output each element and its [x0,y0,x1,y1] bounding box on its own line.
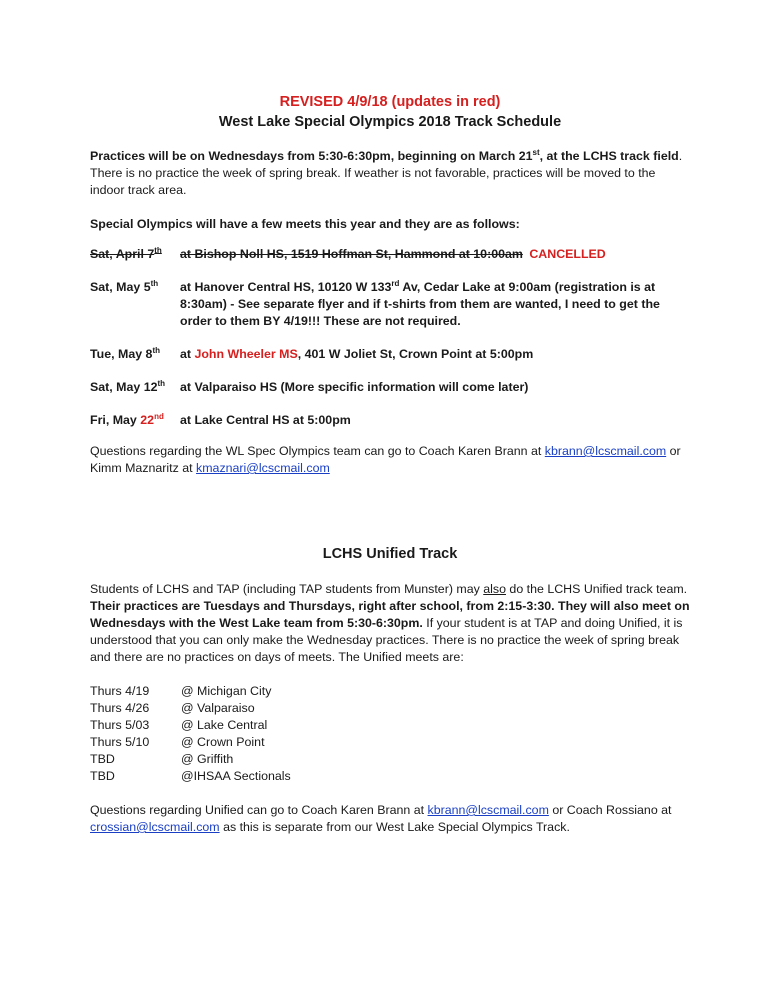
cancelled-badge: CANCELLED [529,247,606,261]
meet-date: Sat, May 12th [90,378,166,394]
schedule-row: Thurs 5/03 @ Lake Central [90,718,268,732]
meet-date: Fri, May 22nd [90,411,164,427]
meet-row [90,279,690,330]
email-link-kbrann[interactable]: kbrann@lcscmail.com [544,444,667,458]
unified-schedule [90,683,690,785]
meet-row [90,379,690,396]
meet-date: Sat, April 7th [90,245,162,261]
meets-intro: Special Olympics will have a few meets this year and they are as follows: [90,217,520,231]
meet-row-cancelled [90,246,690,263]
meet-description: at Valparaiso HS (More specific information will come later) [180,380,529,394]
meet-description: at Bishop Noll HS, 1519 Hoffman St, Hammond at 10:00am [180,247,523,261]
meet-row [90,346,690,363]
questions-wl-paragraph: Questions regarding the WL Spec Olympics team can go to Coach Karen Brann at kbrann@lcscmail.com or Kimm Maznaritz at kmaznari@lcscmail.com [90,444,681,475]
email-link-kbrann-unified[interactable]: kbrann@lcscmail.com [427,803,549,817]
meet-date: Sat, May 5th [90,278,159,294]
meet-description: at Hanover Central HS, 10120 W 133rd Av, Cedar Lake at 9:00am (registration is at 8:30am) - See separate flyer and if t-shirts from them are wanted, I need to get the order to them BY 4/19!!! These are not required. [180,278,660,328]
schedule-row: Thurs 5/10 @ Crown Point [90,735,265,749]
meet-description: at John Wheeler MS, 401 W Joliet St, Crown Point at 5:00pm [180,347,534,361]
email-link-crossian[interactable]: crossian@lcscmail.com [90,820,220,834]
practices-bold: Practices will be on Wednesdays from 5:30-6:30pm, beginning on March 21st, at the LCHS track field [90,147,679,163]
schedule-row: Thurs 4/26 @ Valparaiso [90,701,255,715]
schedule-row: TBD @IHSAA Sectionals [90,769,291,783]
schedule-row: TBD @ Griffith [90,752,234,766]
page-title: West Lake Special Olympics 2018 Track Schedule [218,114,562,130]
email-link-kmaznari[interactable]: kmaznari@lcscmail.com [196,461,330,475]
schedule-row: Thurs 4/19 @ Michigan City [90,684,272,698]
meet-row [90,412,690,429]
practices-details: . There is no practice the week of spring break. If weather is not favorable, practices will be moved to the indoor track area. [90,149,683,197]
questions-unified-paragraph: Questions regarding Unified can go to Coach Karen Brann at kbrann@lcscmail.com or Coach Rossiano at crossian@lcscmail.com as this is separate from our West Lake Special Olympics Track. [90,803,672,834]
meet-description: at Lake Central HS at 5:00pm [180,413,351,427]
unified-paragraph: Students of LCHS and TAP (including TAP students from Munster) may also do the LCHS Unified track team. Their practices are Tuesdays and Thursdays, right after school, from 2:15-3:30. They will also meet on Wednesdays with the West Lake team from 5:30-6:30pm. If your student is at TAP and doing Unified, it is understood that you can only make the Wednesday practices. There is no practice the week of spring break and there are no practices on days of meets. The Unified meets are: [90,582,690,664]
meet-date: Tue, May 8th [90,345,160,361]
unified-section-title: LCHS Unified Track [322,546,458,562]
document-page [90,90,690,836]
practices-paragraph [90,148,690,199]
revised-notice: REVISED 4/9/18 (updates in red) [279,94,501,110]
